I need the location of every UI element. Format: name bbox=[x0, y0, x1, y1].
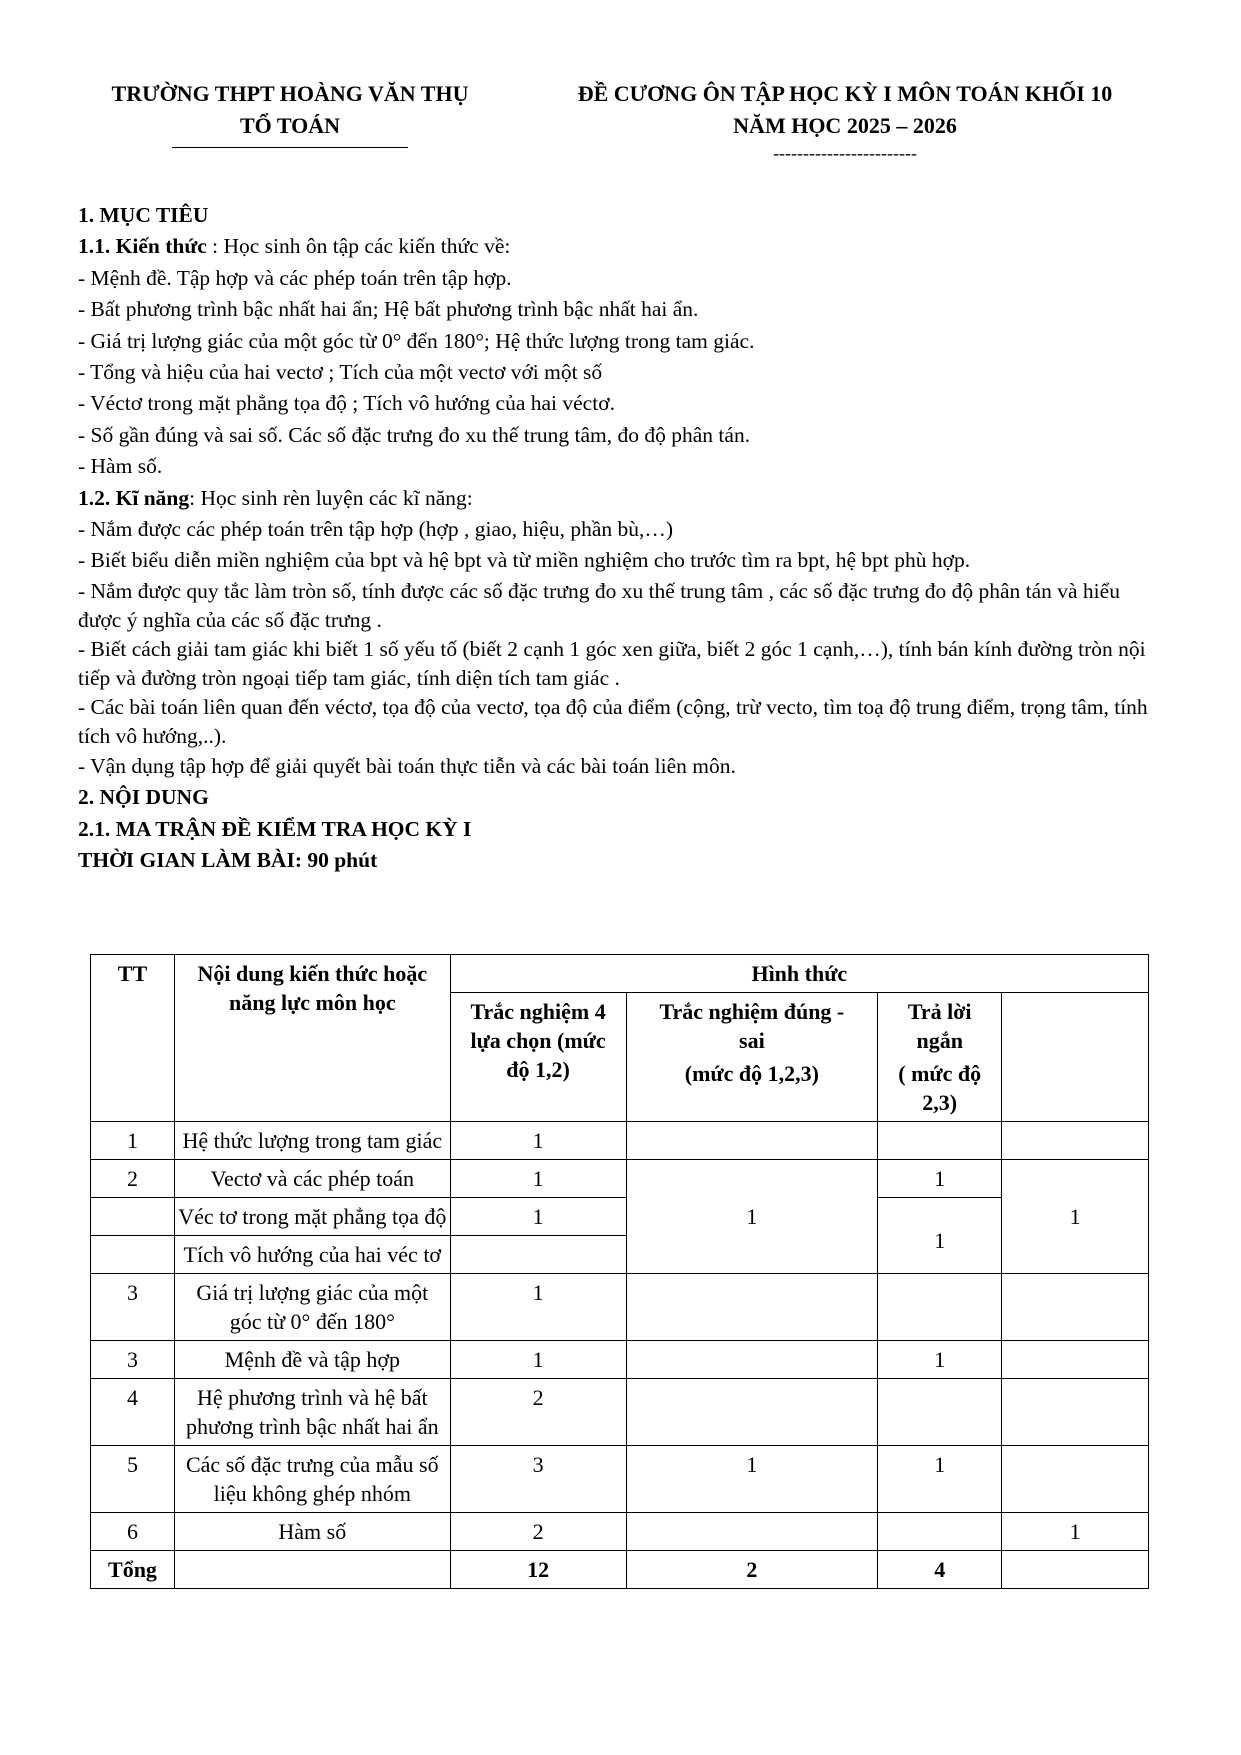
skill-item: - Các bài toán liên quan đến véctơ, tọa độ của vectơ, tọa độ của điểm (cộng, trừ vecto, tìm toạ độ trung điểm, trọng tâm, tính tích vô hướng,..). bbox=[78, 694, 1148, 748]
cell-tf bbox=[626, 1513, 878, 1551]
cell-mc: 1 bbox=[450, 1198, 626, 1236]
cell-content: Giá trị lượng giác của một góc từ 0° đến 180° bbox=[174, 1274, 450, 1341]
cell-tt: 3 bbox=[91, 1274, 175, 1341]
table-row bbox=[91, 1341, 1149, 1379]
document-title: ĐỀ CƯƠNG ÔN TẬP HỌC KỲ I MÔN TOÁN KHỐI 10 bbox=[577, 81, 1113, 106]
total-short: 4 bbox=[878, 1551, 1002, 1589]
cell-tt: 6 bbox=[91, 1513, 175, 1551]
table-row bbox=[91, 1379, 1149, 1446]
cell-tf bbox=[626, 1274, 878, 1341]
skill-item: - Vận dụng tập hợp để giải quyết bài toán thực tiễn và các bài toán liên môn. bbox=[78, 753, 736, 778]
knowledge-item: - Hàm số. bbox=[78, 454, 163, 479]
cell-extra bbox=[1002, 1379, 1149, 1446]
cell-mc bbox=[450, 1236, 626, 1274]
knowledge-item: - Giá trị lượng giác của một góc từ 0° đến 180°; Hệ thức lượng trong tam giác. bbox=[78, 328, 755, 353]
header-blank bbox=[1002, 993, 1149, 1122]
section-1-2-line bbox=[78, 483, 1168, 514]
cell-tt: 2 bbox=[91, 1160, 175, 1198]
header-divider: ------------------------ bbox=[773, 143, 917, 163]
table-row bbox=[91, 1122, 1149, 1160]
skill-item: - Biết cách giải tam giác khi biết 1 số yếu tố (biết 2 cạnh 1 góc xen giữa, biết 2 góc 1 cạnh,…), tính bán kính đường tròn nội tiếp và đường tròn ngoại tiếp tam giác, tính diện tích tam giác . bbox=[78, 636, 1146, 690]
total-tf: 2 bbox=[626, 1551, 878, 1589]
cell-tf-merged: 1 bbox=[626, 1160, 878, 1274]
header-tf-line: (mức độ 1,2,3) bbox=[684, 1061, 819, 1086]
skill-item: - Nắm được các phép toán trên tập hợp (hợp , giao, hiệu, phần bù,…) bbox=[78, 517, 674, 542]
total-content bbox=[174, 1551, 450, 1589]
section-1-1-label: 1.1. Kiến thức bbox=[78, 234, 207, 259]
exam-time-label: THỜI GIAN LÀM BÀI: 90 phút bbox=[78, 848, 378, 873]
knowledge-item: - Véctơ trong mặt phẳng tọa độ ; Tích vô hướng của hai véctơ. bbox=[78, 391, 615, 416]
cell-tt: 5 bbox=[91, 1446, 175, 1513]
cell-mc: 2 bbox=[450, 1513, 626, 1551]
header-mc-line: lựa chọn (mức bbox=[470, 1028, 606, 1053]
cell-tf: 1 bbox=[626, 1446, 878, 1513]
cell-short bbox=[878, 1513, 1002, 1551]
cell-mc: 1 bbox=[450, 1341, 626, 1379]
cell-short-merged: 1 bbox=[878, 1198, 1002, 1274]
cell-mc: 1 bbox=[450, 1122, 626, 1160]
table-row bbox=[91, 1160, 1149, 1198]
cell-content: Các số đặc trưng của mẫu số liệu không ghép nhóm bbox=[174, 1446, 450, 1513]
cell-extra bbox=[1002, 1122, 1149, 1160]
knowledge-item: - Bất phương trình bậc nhất hai ẩn; Hệ bất phương trình bậc nhất hai ẩn. bbox=[78, 297, 699, 322]
knowledge-item: - Tổng và hiệu của hai vectơ ; Tích của một vectơ với một số bbox=[78, 360, 603, 385]
cell-extra: 1 bbox=[1002, 1513, 1149, 1551]
cell-short: 1 bbox=[878, 1160, 1002, 1198]
header-mc-line: độ 1,2) bbox=[506, 1057, 570, 1082]
cell-content: Hệ thức lượng trong tam giác bbox=[174, 1122, 450, 1160]
cell-tt bbox=[91, 1198, 175, 1236]
skill-item: - Nắm được quy tắc làm tròn số, tính được các số đặc trưng đo xu thế trung tâm , các số đặc trưng đo độ phân tán và hiểu được ý nghĩa của các số đặc trưng . bbox=[78, 578, 1120, 632]
cell-tf bbox=[626, 1379, 878, 1446]
cell-content: Véc tơ trong mặt phẳng tọa độ bbox=[174, 1198, 450, 1236]
total-extra bbox=[1002, 1551, 1149, 1589]
cell-tf bbox=[626, 1122, 878, 1160]
header-short-answer bbox=[878, 993, 1002, 1122]
cell-extra bbox=[1002, 1274, 1149, 1341]
table-row bbox=[91, 1446, 1149, 1513]
cell-extra-merged: 1 bbox=[1002, 1160, 1149, 1274]
header-short-line: 2,3) bbox=[922, 1090, 958, 1115]
cell-short bbox=[878, 1122, 1002, 1160]
header-right bbox=[520, 78, 1170, 162]
cell-mc: 3 bbox=[450, 1446, 626, 1513]
header-underline bbox=[172, 147, 408, 148]
cell-extra bbox=[1002, 1446, 1149, 1513]
cell-short: 1 bbox=[878, 1446, 1002, 1513]
section-1-title: 1. MỤC TIÊU bbox=[78, 203, 209, 227]
knowledge-item: - Số gần đúng và sai số. Các số đặc trưng đo xu thế trung tâm, đo độ phân tán. bbox=[78, 422, 751, 447]
header-left bbox=[80, 78, 500, 148]
skill-item: - Biết biểu diễn miền nghiệm của bpt và hệ bpt và từ miền nghiệm cho trước tìm ra bpt, hệ bpt phù hợp. bbox=[78, 548, 971, 573]
header-tf-line: Trắc nghiệm đúng - bbox=[659, 999, 845, 1024]
cell-content: Hàm số bbox=[174, 1513, 450, 1551]
cell-short bbox=[878, 1274, 1002, 1341]
knowledge-item: - Mệnh đề. Tập hợp và các phép toán trên tập hợp. bbox=[78, 265, 512, 290]
total-mc: 12 bbox=[450, 1551, 626, 1589]
header-short-line: ngắn bbox=[916, 1028, 963, 1053]
table-row bbox=[91, 1274, 1149, 1341]
table-header-row bbox=[91, 955, 1149, 993]
cell-tt: 3 bbox=[91, 1341, 175, 1379]
department-name: TỔ TOÁN bbox=[239, 113, 341, 138]
cell-tf bbox=[626, 1341, 878, 1379]
cell-content: Hệ phương trình và hệ bất phương trình bậc nhất hai ẩn bbox=[174, 1379, 450, 1446]
header-true-false bbox=[626, 993, 878, 1122]
cell-tt bbox=[91, 1236, 175, 1274]
header-tf-line: sai bbox=[739, 1028, 765, 1053]
section-1-1-text: : Học sinh ôn tập các kiến thức về: bbox=[206, 234, 511, 259]
header-short-line: Trả lời bbox=[907, 999, 972, 1024]
school-year: NĂM HỌC 2025 – 2026 bbox=[733, 113, 957, 138]
cell-short: 1 bbox=[878, 1341, 1002, 1379]
header-mc-line: Trắc nghiệm 4 bbox=[470, 999, 606, 1024]
cell-tt: 4 bbox=[91, 1379, 175, 1446]
school-name: TRƯỜNG THPT HOÀNG VĂN THỤ bbox=[111, 81, 469, 106]
header-form: Hình thức bbox=[450, 955, 1148, 993]
section-1-2-label: 1.2. Kĩ năng bbox=[78, 485, 190, 510]
section-1-2-text: : Học sinh rèn luyện các kĩ năng: bbox=[189, 485, 473, 510]
section-2-title: 2. NỘI DUNG bbox=[78, 785, 209, 810]
exam-matrix-table bbox=[90, 954, 1149, 1589]
table-row bbox=[91, 1198, 1149, 1236]
document-body bbox=[78, 200, 1168, 877]
cell-mc: 1 bbox=[450, 1274, 626, 1341]
section-1-1-line bbox=[78, 231, 1168, 262]
cell-content: Vectơ và các phép toán bbox=[174, 1160, 450, 1198]
total-label: Tổng bbox=[91, 1551, 175, 1589]
cell-tt: 1 bbox=[91, 1122, 175, 1160]
cell-mc: 1 bbox=[450, 1160, 626, 1198]
cell-mc: 2 bbox=[450, 1379, 626, 1446]
header-content: Nội dung kiến thức hoặc năng lực môn học bbox=[174, 955, 450, 1122]
header-tt: TT bbox=[91, 955, 175, 1122]
cell-content: Tích vô hướng của hai véc tơ bbox=[174, 1236, 450, 1274]
table-total-row bbox=[91, 1551, 1149, 1589]
cell-short bbox=[878, 1379, 1002, 1446]
cell-content: Mệnh đề và tập hợp bbox=[174, 1341, 450, 1379]
header-multiple-choice bbox=[450, 993, 626, 1122]
cell-extra bbox=[1002, 1341, 1149, 1379]
section-2-1-title: 2.1. MA TRẬN ĐỀ KIỂM TRA HỌC KỲ I bbox=[78, 816, 472, 841]
header-short-line: ( mức độ bbox=[898, 1061, 982, 1086]
table-row bbox=[91, 1513, 1149, 1551]
